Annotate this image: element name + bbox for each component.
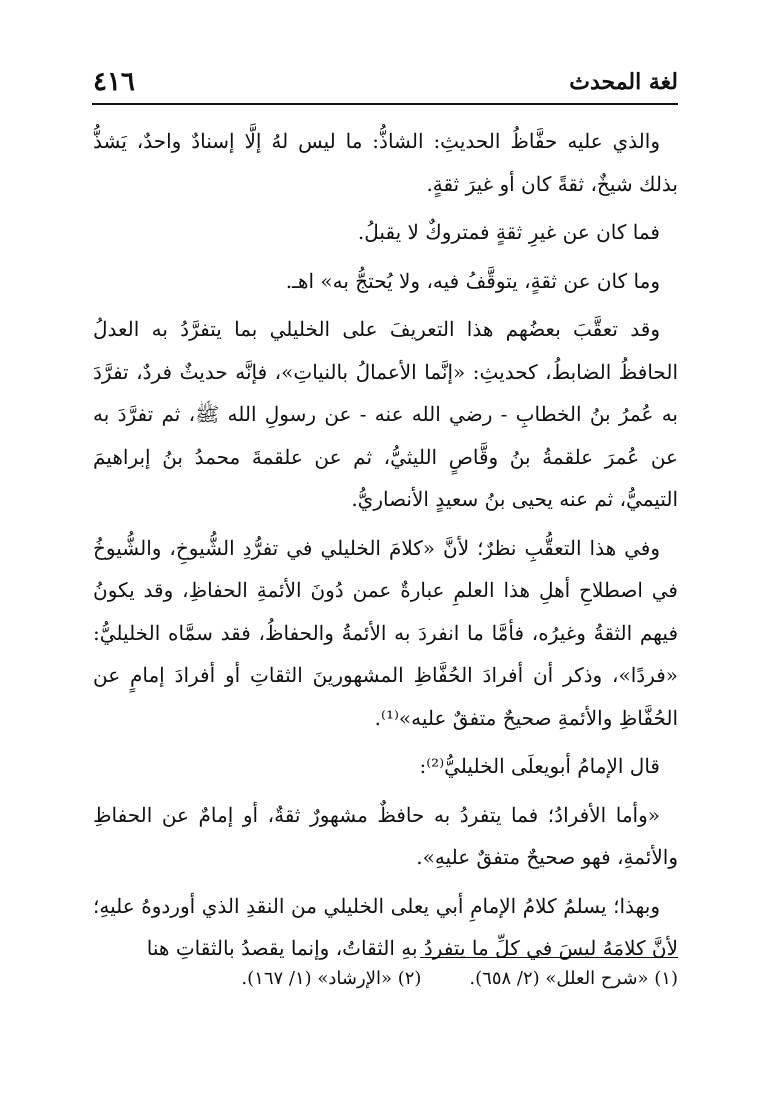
paragraph: وما كان عن ثقةٍ، يتوقَّفُ فيه، ولا يُحتجُّ به» اهـ. (285, 268, 660, 293)
footnote: (٢) «الإرشاد» (١/ ١٦٧). (241, 968, 422, 989)
paragraph: والذي عليه حفَّاظُ الحديثِ: الشاذُّ: ما ليس لهُ إلَّا إسنادٌ واحدٌ، يَشذُّ بذلك شيخٌ، ثقةً كان أو غيرَ ثقةٍ. (93, 129, 678, 196)
page-number: ٤١٦ (93, 67, 135, 97)
footnotes (93, 962, 678, 996)
footnote: (١) «شرح العلل» (٢/ ٦٥٨). (469, 968, 678, 989)
page-header (93, 62, 678, 102)
header-rule (92, 103, 678, 105)
paragraph: قال الإمامُ أبويعلَى الخليليُّ⁽²⁾: (419, 754, 660, 778)
paragraph: «وأما الأفرادُ؛ فما يتفردُ به حافظٌ مشهورٌ ثقةٌ، أو إمامٌ عن الحفاظِ والأئمةِ، فهو صحيحٌ متفقٌ عليهِ». (93, 802, 678, 869)
main-text (93, 120, 678, 976)
paragraph: وفي هذا التعقُّبِ نظرٌ؛ لأنَّ «كلامَ الخليلي في تفرُّدِ الشُّيوخِ، والشُّيوخُ في اصطلاحِ أهلِ هذا العلمِ عبارةٌ عمن دُونَ الأئمةِ الحفاظِ، وقد يكونُ فيهم الثقةُ وغيرُه، فأمَّا ما انفردَ به الأئمةُ والحفاظُ، فقد سمَّاه الخليليُّ: «فردًا»، وذكر أن أفرادَ الحُفَّاظِ المشهورينَ الثقاتِ أو أفرادَ إمامٍ عن الحُفَّاظِ والأئمةِ صحيحٌ متفقٌ عليه»⁽¹⁾. (93, 535, 678, 730)
paragraph: فما كان عن غيرِ ثقةٍ فمتروكٌ لا يقبلُ. (357, 220, 660, 244)
paragraph: وبهذا؛ يسلمُ كلامُ الإمامِ أبي يعلى الخليلي من النقدِ الذي أوردوهُ عليهِ؛ لأنَّ كلامَهُ ليسَ في كلِّ ما يتفردُ بهِ الثقاتُ، وإنما يقصدُ بالثقاتِ هنا (93, 893, 678, 960)
footnote-rule (420, 957, 678, 958)
paragraph: وقد تعقَّبَ بعضُهم هذا التعريفَ على الخليلي بما يتفرَّدُ به العدلُ الحافظُ الضابطُ، كحديثِ: «إنَّما الأعمالُ بالنياتِ»، فإنَّه حديثٌ فردٌ، تفرَّدَ به عُمرُ بنُ الخطابِ - رضي الله عنه - عن رسولِ الله ﷺ، ثم تفرَّدَ به عن عُمرَ علقمةُ بنُ وقَّاصٍ الليثيُّ، ثم عن علقمةَ محمدُ بنُ إبراهيمَ التيميُّ، ثم عنه يحيى بنُ سعيدٍ الأنصاريُّ. (93, 317, 678, 511)
running-title: لغة المحدث (569, 69, 678, 95)
